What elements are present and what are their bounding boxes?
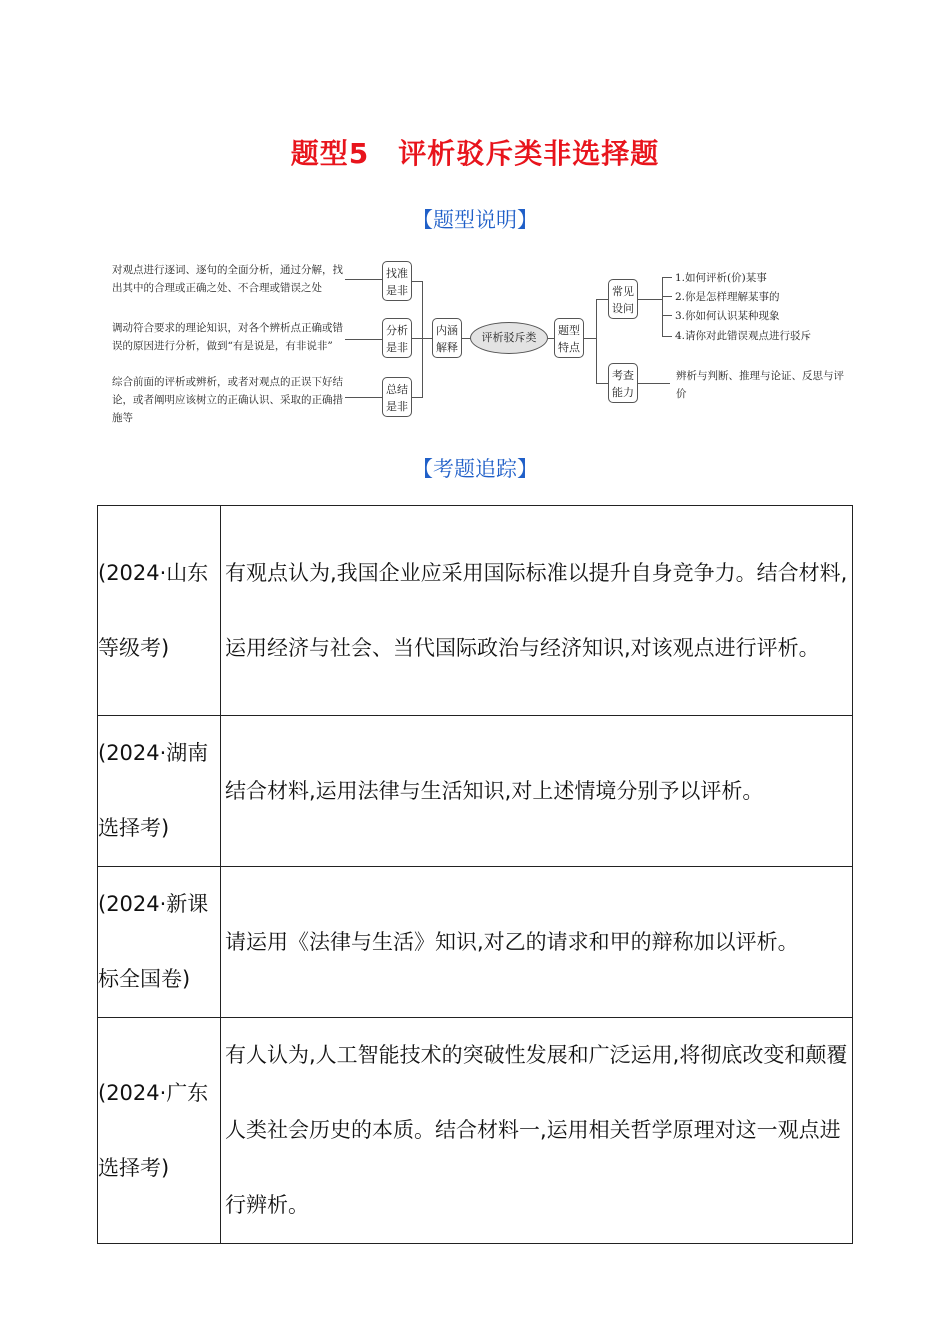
- mindmap-box-analyze: 分析是非: [382, 318, 412, 358]
- source-cell: (2024·山东等级考): [98, 506, 221, 716]
- table-row: [98, 716, 853, 867]
- source-cell: (2024·湖南选择考): [98, 716, 221, 867]
- source-cell: (2024·广东选择考): [98, 1018, 221, 1244]
- question-cell: 结合材料,运用法律与生活知识,对上述情境分别予以评析。: [221, 716, 853, 867]
- table-row: [98, 506, 853, 716]
- mindmap-question-4: 4.请你对此错误观点进行驳斥: [675, 330, 812, 342]
- page-title: 题型5 评析驳斥类非选择题: [290, 137, 660, 170]
- section-heading-tracking: 【考题追踪】: [412, 457, 538, 481]
- question-type-mindmap: [100, 255, 860, 435]
- mindmap-question-1: 1.如何评析(价)某事: [675, 272, 767, 284]
- question-cell: 有人认为,人工智能技术的突破性发展和广泛运用,将彻底改变和颠覆人类社会历史的本质。结合材料一,运用相关哲学原理对这一观点进行辨析。: [221, 1018, 853, 1244]
- mindmap-center: 评析驳斥类: [470, 322, 548, 354]
- source-cell: (2024·新课标全国卷): [98, 867, 221, 1018]
- table-row: [98, 867, 853, 1018]
- mindmap-text-analyze: 调动符合要求的理论知识，对各个辨析点正确或错误的原因进行分析，做到“有是说是，有非说非”: [112, 322, 343, 352]
- mindmap-question-2: 2.你是怎样理解某事的: [675, 291, 780, 303]
- mindmap-box-features: 题型特点: [554, 318, 584, 358]
- section-heading-explanation: 【题型说明】: [412, 208, 538, 232]
- table-row: [98, 1018, 853, 1244]
- mindmap-text-identify: 对观点进行逐词、逐句的全面分析，通过分解，找出其中的合理或正确之处、不合理或错误之处: [112, 264, 343, 294]
- mindmap-text-summarize: 综合前面的评析或辨析，或者对观点的正误下好结论，或者阐明应该树立的正确认识、采取的正确措施等: [112, 376, 343, 424]
- mindmap-ability-text: 辨析与判断、推理与论证、反思与评价: [676, 370, 844, 400]
- mindmap-box-connotation: 内涵解释: [432, 318, 462, 358]
- exam-question-table: [97, 505, 853, 1244]
- question-cell: 请运用《法律与生活》知识,对乙的请求和甲的辩称加以评析。: [221, 867, 853, 1018]
- mindmap-box-common-questions: 常见设问: [608, 279, 638, 319]
- mindmap-box-ability: 考查能力: [608, 363, 638, 403]
- question-cell: 有观点认为,我国企业应采用国际标准以提升自身竞争力。结合材料,运用经济与社会、当代国际政治与经济知识,对该观点进行评析。: [221, 506, 853, 716]
- mindmap-box-summarize: 总结是非: [382, 377, 412, 417]
- mindmap-box-identify: 找准是非: [382, 261, 412, 301]
- mindmap-question-3: 3.你如何认识某种现象: [675, 310, 780, 322]
